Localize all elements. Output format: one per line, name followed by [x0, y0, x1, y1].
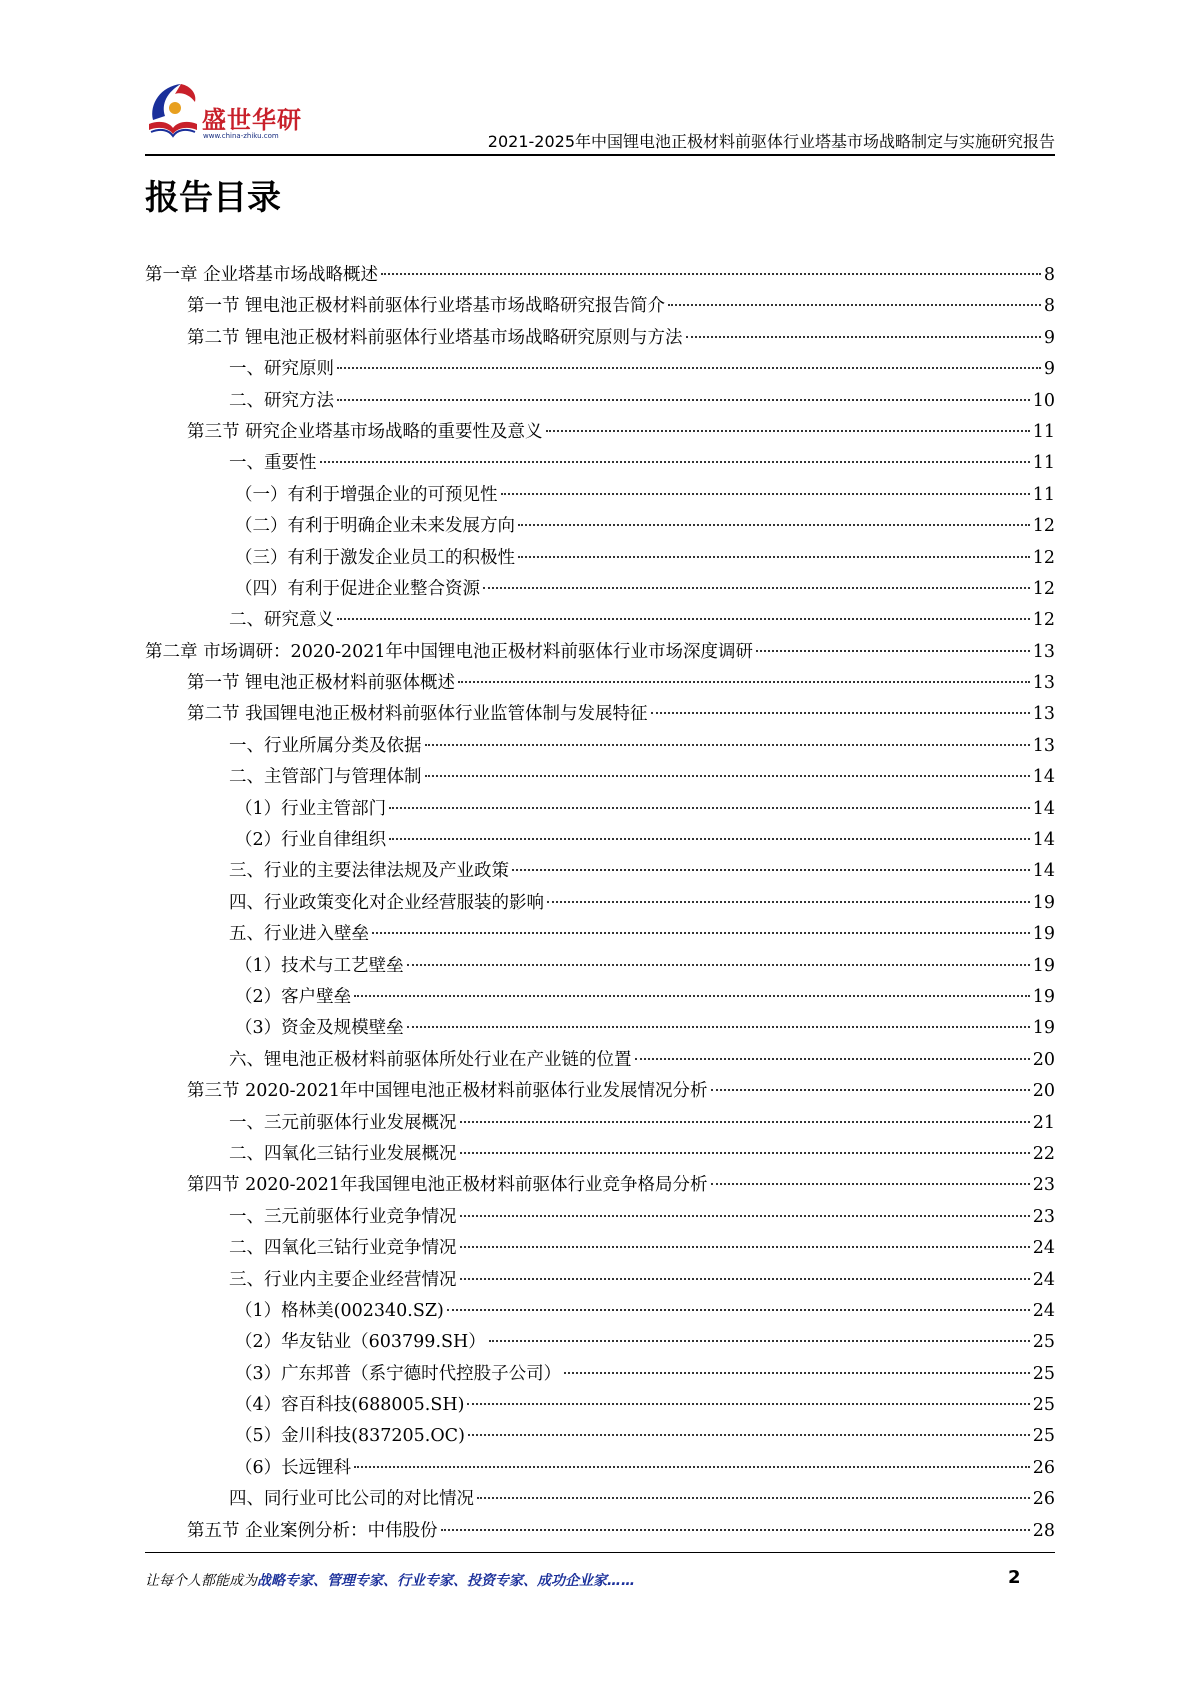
toc-entry[interactable] [145, 1076, 1055, 1107]
toc-entry-title: 二、四氧化三钴行业竞争情况 [229, 1238, 457, 1259]
toc-entry-page: 11 [1032, 421, 1055, 442]
brand-name: 盛世华研 [202, 106, 302, 134]
toc-entry-title: （1）技术与工艺壁垒 [235, 955, 404, 976]
toc-entry-title: （1）格林美(002340.SZ) [235, 1300, 444, 1321]
toc-dot-leader [711, 1183, 1030, 1185]
toc-entry[interactable] [145, 1421, 1055, 1452]
toc-dot-leader [460, 1121, 1030, 1123]
header-divider [145, 154, 1055, 156]
toc-entry-page: 24 [1032, 1300, 1055, 1321]
toc-entry-page: 25 [1032, 1332, 1055, 1353]
toc-dot-leader [635, 1058, 1030, 1060]
toc-entry-page: 8 [1043, 296, 1055, 317]
toc-entry[interactable] [145, 260, 1055, 291]
toc-entry-page: 23 [1032, 1206, 1055, 1227]
toc-dot-leader [477, 1497, 1030, 1499]
toc-entry-title: 第二节 锂电池正极材料前驱体行业塔基市场战略研究原则与方法 [187, 327, 683, 348]
toc-entry-page: 14 [1032, 861, 1055, 882]
footer-divider [145, 1552, 1055, 1553]
brand-url: www.china-zhiku.com [203, 132, 279, 140]
toc-entry[interactable] [145, 1108, 1055, 1139]
toc-dot-leader [389, 838, 1030, 840]
toc-entry-title: 第一节 锂电池正极材料前驱体行业塔基市场战略研究报告简介 [187, 296, 666, 317]
toc-dot-leader [686, 336, 1041, 338]
page-heading: 报告目录 [145, 178, 281, 218]
report-title: 2021-2025年中国锂电池正极材料前驱体行业塔基市场战略制定与实施研究报告 [487, 132, 1055, 151]
toc-entry-page: 9 [1043, 327, 1055, 348]
toc-entry-title: 第二节 我国锂电池正极材料前驱体行业监管体制与发展特征 [187, 704, 648, 725]
toc-entry[interactable] [145, 794, 1055, 825]
toc-entry-title: 三、行业内主要企业经营情况 [229, 1269, 457, 1290]
toc-dot-leader [460, 1278, 1030, 1280]
toc-entry-page: 21 [1032, 1112, 1055, 1133]
toc-entry-title: （1）行业主管部门 [235, 798, 387, 819]
toc-entry[interactable] [145, 982, 1055, 1013]
toc-entry-title: 第一节 锂电池正极材料前驱体概述 [187, 673, 456, 694]
footer-slogan [145, 1570, 635, 1590]
toc-entry-page: 19 [1032, 924, 1055, 945]
toc-dot-leader [564, 1372, 1030, 1374]
toc-entry-title: （3）广东邦普（系宁德时代控股子公司） [235, 1363, 562, 1384]
toc-entry-page: 19 [1032, 986, 1055, 1007]
toc-entry-title: 四、行业政策变化对企业经营服装的影响 [229, 892, 544, 913]
toc-dot-leader [381, 273, 1041, 275]
toc-dot-leader [337, 399, 1030, 401]
toc-entry[interactable] [145, 1139, 1055, 1170]
toc-entry-page: 13 [1032, 735, 1055, 756]
toc-entry-page: 26 [1032, 1489, 1055, 1510]
toc-entry-title: （5）金川科技(837205.OC) [235, 1426, 465, 1447]
toc-entry-page: 20 [1032, 1049, 1055, 1070]
toc-entry[interactable] [145, 637, 1055, 668]
toc-entry[interactable] [145, 1170, 1055, 1201]
toc-entry-title: 一、三元前驱体行业竞争情况 [229, 1206, 457, 1227]
toc-entry-page: 13 [1032, 704, 1055, 725]
toc-entry[interactable] [145, 574, 1055, 605]
toc-dot-leader [337, 367, 1041, 369]
toc-entry-title: 二、主管部门与管理体制 [229, 767, 422, 788]
toc-entry[interactable] [145, 386, 1055, 417]
toc-entry-title: 一、三元前驱体行业发展概况 [229, 1112, 457, 1133]
toc-entry-page: 20 [1032, 1081, 1055, 1102]
toc-entry-title: （2）行业自律组织 [235, 830, 387, 851]
toc-dot-leader [468, 1434, 1030, 1436]
toc-entry-page: 25 [1032, 1395, 1055, 1416]
toc-entry-title: 五、行业进入壁垒 [229, 924, 369, 945]
toc-entry[interactable] [145, 919, 1055, 950]
toc-entry[interactable] [145, 825, 1055, 856]
toc-entry-title: （3）资金及规模壁垒 [235, 1018, 404, 1039]
toc-dot-leader [518, 524, 1030, 526]
toc-entry[interactable] [145, 1327, 1055, 1358]
toc-entry-page: 23 [1032, 1175, 1055, 1196]
toc-entry-title: 第三节 2020-2021年中国锂电池正极材料前驱体行业发展情况分析 [187, 1081, 708, 1102]
toc-dot-leader [668, 304, 1041, 306]
toc-entry-title: （三）有利于激发企业员工的积极性 [235, 547, 515, 568]
toc-entry-title: （2）客户壁垒 [235, 986, 352, 1007]
toc-entry[interactable] [145, 1296, 1055, 1327]
toc-dot-leader [460, 1152, 1030, 1154]
toc-entry-page: 12 [1032, 610, 1055, 631]
toc-entry-title: 二、研究方法 [229, 390, 334, 411]
toc-entry-page: 11 [1032, 453, 1055, 474]
toc-dot-leader [407, 1026, 1030, 1028]
toc-dot-leader [467, 1403, 1029, 1405]
brand-logo [145, 80, 335, 146]
toc-dot-leader [489, 1340, 1030, 1342]
toc-entry-title: （四）有利于促进企业整合资源 [235, 578, 480, 599]
toc-entry[interactable] [145, 1453, 1055, 1484]
toc-entry[interactable] [145, 856, 1055, 887]
toc-entry-title: 六、锂电池正极材料前驱体所处行业在产业链的位置 [229, 1049, 632, 1070]
toc-dot-leader [546, 430, 1030, 432]
toc-entry[interactable] [145, 668, 1055, 699]
toc-entry-page: 12 [1032, 578, 1055, 599]
toc-entry-page: 24 [1032, 1269, 1055, 1290]
toc-entry-page: 12 [1032, 516, 1055, 537]
toc-entry[interactable] [145, 291, 1055, 322]
toc-dot-leader [441, 1529, 1030, 1531]
toc-entry-page: 12 [1032, 547, 1055, 568]
toc-entry-page: 26 [1032, 1457, 1055, 1478]
toc-dot-leader [711, 1089, 1030, 1091]
toc-dot-leader [483, 587, 1030, 589]
toc-dot-leader [518, 556, 1030, 558]
toc-entry[interactable] [145, 417, 1055, 448]
toc-entry[interactable] [145, 323, 1055, 354]
toc-entry-page: 22 [1032, 1143, 1055, 1164]
toc-entry-page: 14 [1032, 798, 1055, 819]
toc-entry[interactable] [145, 605, 1055, 636]
toc-dot-leader [354, 995, 1030, 997]
toc-dot-leader [425, 775, 1030, 777]
toc-entry[interactable] [145, 699, 1055, 730]
toc-entry-page: 10 [1032, 390, 1055, 411]
toc-dot-leader [547, 901, 1030, 903]
toc-dot-leader [756, 650, 1030, 652]
toc-entry-title: （2）华友钻业（603799.SH） [235, 1332, 486, 1353]
toc-entry[interactable] [145, 1265, 1055, 1296]
toc-entry-page: 19 [1032, 892, 1055, 913]
toc-entry-title: 第二章 市场调研：2020-2021年中国锂电池正极材料前驱体行业市场深度调研 [145, 641, 754, 662]
toc-dot-leader [337, 618, 1030, 620]
toc-dot-leader [320, 461, 1030, 463]
toc-entry-title: （二）有利于明确企业未来发展方向 [235, 516, 515, 537]
toc-entry-page: 9 [1043, 359, 1055, 380]
toc-entry-page: 19 [1032, 955, 1055, 976]
toc-entry[interactable] [145, 1233, 1055, 1264]
toc-entry-page: 28 [1032, 1520, 1055, 1541]
toc-entry-title: 第五节 企业案例分析：中伟股份 [187, 1520, 438, 1541]
toc-entry[interactable] [145, 1013, 1055, 1044]
page-header [145, 80, 1055, 156]
toc-dot-leader [354, 1466, 1030, 1468]
toc-dot-leader [447, 1309, 1030, 1311]
toc-entry[interactable] [145, 1484, 1055, 1515]
table-of-contents [145, 260, 1055, 1547]
toc-entry-page: 19 [1032, 1018, 1055, 1039]
toc-entry[interactable] [145, 480, 1055, 511]
toc-dot-leader [372, 932, 1030, 934]
toc-dot-leader [501, 493, 1030, 495]
toc-entry[interactable] [145, 1045, 1055, 1076]
toc-entry-page: 11 [1032, 484, 1055, 505]
toc-dot-leader [389, 807, 1030, 809]
toc-entry-page: 8 [1043, 265, 1055, 285]
toc-entry[interactable] [145, 888, 1055, 919]
page-number: 2 [1008, 1567, 1021, 1588]
toc-entry-page: 25 [1032, 1426, 1055, 1447]
toc-entry-title: 四、同行业可比公司的对比情况 [229, 1489, 474, 1510]
toc-entry[interactable] [145, 1390, 1055, 1421]
toc-entry-title: 一、研究原则 [229, 359, 334, 380]
toc-entry[interactable] [145, 1359, 1055, 1390]
toc-entry-title: 二、四氧化三钴行业发展概况 [229, 1143, 457, 1164]
toc-entry-page: 24 [1032, 1238, 1055, 1259]
toc-entry-title: 第四节 2020-2021年我国锂电池正极材料前驱体行业竞争格局分析 [187, 1175, 708, 1196]
toc-entry-title: 二、研究意义 [229, 610, 334, 631]
toc-entry-page: 14 [1032, 830, 1055, 851]
toc-entry[interactable] [145, 1202, 1055, 1233]
toc-entry[interactable] [145, 543, 1055, 574]
toc-entry[interactable] [145, 1516, 1055, 1547]
toc-entry[interactable] [145, 354, 1055, 385]
toc-entry[interactable] [145, 448, 1055, 479]
toc-entry[interactable] [145, 951, 1055, 982]
toc-dot-leader [651, 712, 1030, 714]
toc-entry-page: 25 [1032, 1363, 1055, 1384]
toc-entry-title: （4）容百科技(688005.SH) [235, 1395, 465, 1416]
toc-entry[interactable] [145, 762, 1055, 793]
toc-entry-title: （6）长远锂科 [235, 1457, 352, 1478]
toc-dot-leader [458, 681, 1030, 683]
toc-entry-title: （一）有利于增强企业的可预见性 [235, 484, 498, 505]
toc-entry[interactable] [145, 731, 1055, 762]
toc-entry-title: 一、重要性 [229, 453, 317, 474]
toc-entry-title: 三、行业的主要法律法规及产业政策 [229, 861, 509, 882]
toc-dot-leader [460, 1246, 1030, 1248]
toc-dot-leader [460, 1215, 1030, 1217]
toc-entry-page: 14 [1032, 767, 1055, 788]
toc-dot-leader [512, 869, 1030, 871]
toc-entry-page: 13 [1032, 673, 1055, 694]
toc-entry-page: 13 [1032, 641, 1055, 662]
book-swirl-logo-icon [145, 80, 201, 146]
slogan-prefix: 让每个人都能成为 [145, 1573, 257, 1589]
toc-entry-title: 第一章 企业塔基市场战略概述 [145, 265, 379, 285]
slogan-highlight: 战略专家、管理专家、行业专家、投资专家、成功企业家…… [257, 1573, 635, 1589]
toc-entry-title: 一、行业所属分类及依据 [229, 735, 422, 756]
toc-entry[interactable] [145, 511, 1055, 542]
toc-dot-leader [425, 744, 1030, 746]
toc-entry-title: 第三节 研究企业塔基市场战略的重要性及意义 [187, 421, 543, 442]
toc-dot-leader [407, 964, 1030, 966]
